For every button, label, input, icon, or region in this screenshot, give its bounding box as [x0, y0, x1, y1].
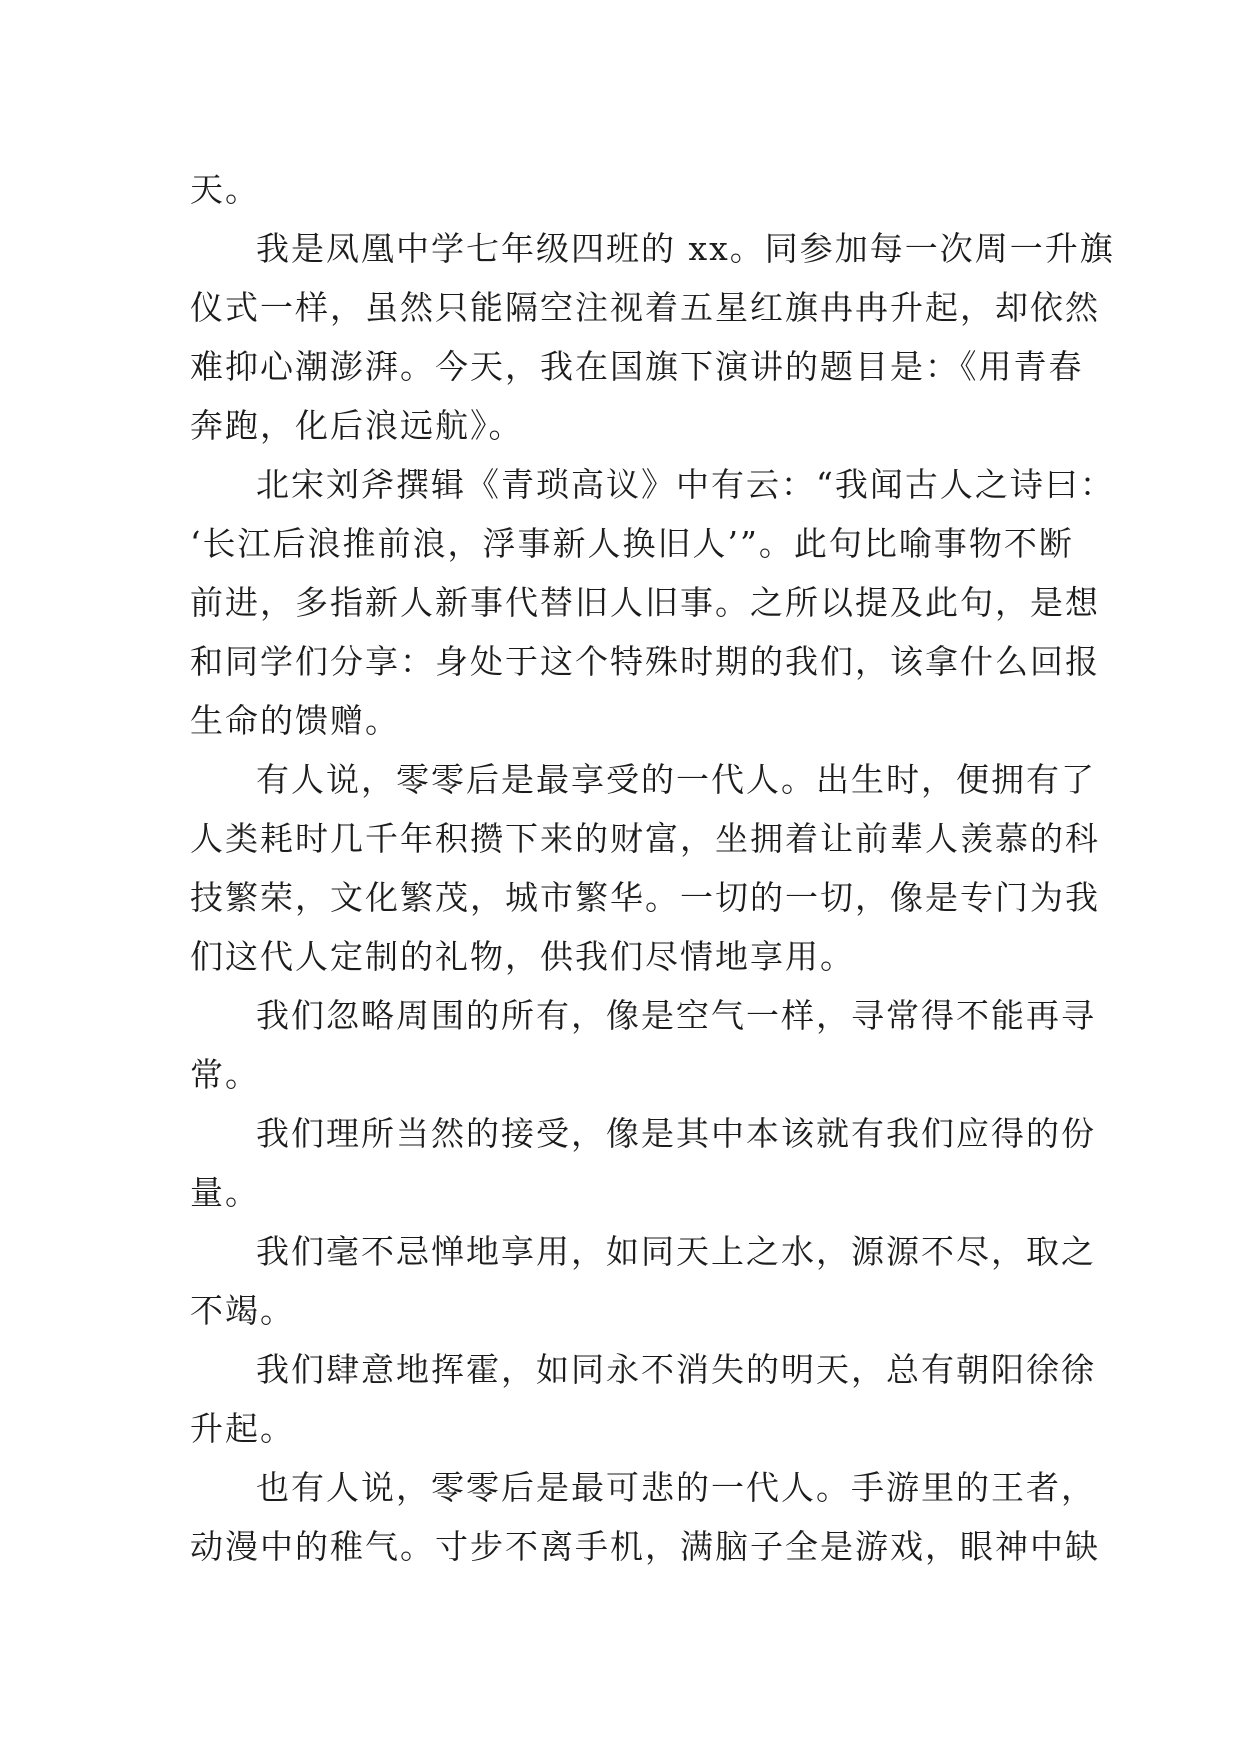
text-line: 前进，多指新人新事代替旧人旧事。之所以提及此句，是想 [190, 583, 1100, 622]
text-line: 难抑心潮澎湃。今天，我在国旗下演讲的题目是：《用青春 [190, 347, 1084, 386]
text-line: 我们肆意地挥霍，如同永不消失的明天，总有朝阳徐徐 [256, 1350, 1096, 1389]
text-line: 有人说，零零后是最享受的一代人。出生时，便拥有了 [256, 760, 1096, 799]
text-line: 也有人说，零零后是最可悲的一代人。手游里的王者， [256, 1468, 1096, 1507]
text-line: 量。 [190, 1173, 260, 1212]
text-line: 天。 [190, 170, 260, 209]
text-line: 仪式一样，虽然只能隔空注视着五星红旗冉冉升起，却依然 [190, 288, 1100, 327]
text-line: 升起。 [190, 1409, 295, 1448]
text-line: 动漫中的稚气。寸步不离手机，满脑子全是游戏，眼神中缺 [190, 1527, 1100, 1566]
text-line: 生命的馈赠。 [190, 701, 400, 740]
text-line: 技繁荣，文化繁茂，城市繁华。一切的一切，像是专门为我 [190, 878, 1100, 917]
text-line: 北宋刘斧撰辑《青琐高议》中有云：“我闻古人之诗曰： [256, 465, 1115, 504]
text-line: 我们理所当然的接受，像是其中本该就有我们应得的份 [256, 1114, 1096, 1153]
text-line: 我们毫不忌惮地享用，如同天上之水，源源不尽，取之 [256, 1232, 1096, 1271]
text-line: 常。 [190, 1055, 260, 1094]
text-line: ‘长江后浪推前浪，浮事新人换旧人’”。此句比喻事物不断 [190, 524, 1074, 563]
text-line: 和同学们分享：身处于这个特殊时期的我们，该拿什么回报 [190, 642, 1100, 681]
text-line: 奔跑，化后浪远航》。 [190, 406, 524, 445]
text-line: 们这代人定制的礼物，供我们尽情地享用。 [190, 937, 855, 976]
body-text [190, 160, 1115, 1576]
text-line: 不竭。 [190, 1291, 295, 1330]
text-line: 人类耗时几千年积攒下来的财富，坐拥着让前辈人羡慕的科 [190, 819, 1100, 858]
text-line: 我们忽略周围的所有，像是空气一样，寻常得不能再寻 [256, 996, 1096, 1035]
text-line: 我是凤凰中学七年级四班的 xx。同参加每一次周一升旗 [256, 229, 1115, 268]
